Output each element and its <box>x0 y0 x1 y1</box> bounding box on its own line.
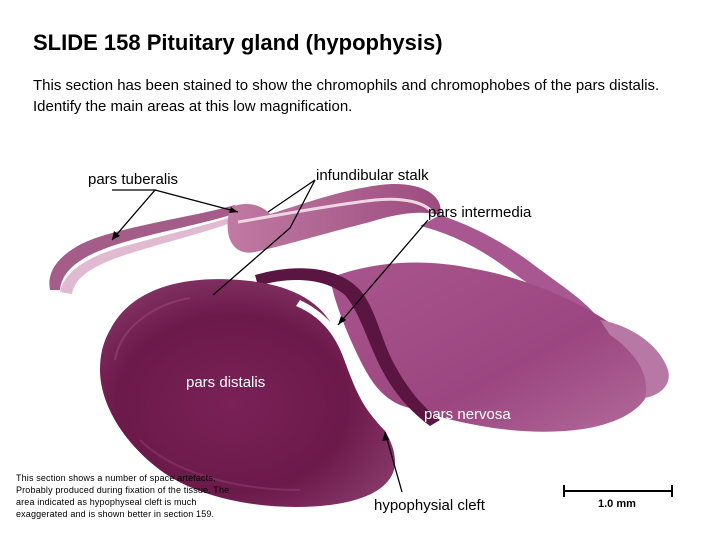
label-infundibular-stalk: infundibular stalk <box>316 167 429 184</box>
intro-text: This section has been stained to show the chromophils and chromophobes of the pars distalis. <box>33 77 660 94</box>
label-pars-tuberalis: pars tuberalis <box>88 171 179 188</box>
label-pars-nervosa: pars nervosa <box>424 406 511 423</box>
label-pars-intermedia: pars intermedia <box>428 204 532 221</box>
scale-bar-label: 1.0 mm <box>598 498 636 510</box>
footnote: This section shows a number of space artefacts, Probably produced during fixation of the tissue. The area indicated as hypophyseal cleft is much exaggerated and is shown better in section 159. <box>16 473 230 519</box>
pointer-line-tuberalis-right <box>155 190 238 212</box>
label-hypophysial-cleft: hypophysial cleft <box>374 497 485 514</box>
slide-title: SLIDE 158 Pituitary gland (hypophysis) <box>33 30 443 55</box>
instruction-text: Identify the main areas at this low magnification. <box>33 98 353 115</box>
label-pars-distalis: pars distalis <box>186 374 266 391</box>
scale-bar <box>564 485 672 497</box>
